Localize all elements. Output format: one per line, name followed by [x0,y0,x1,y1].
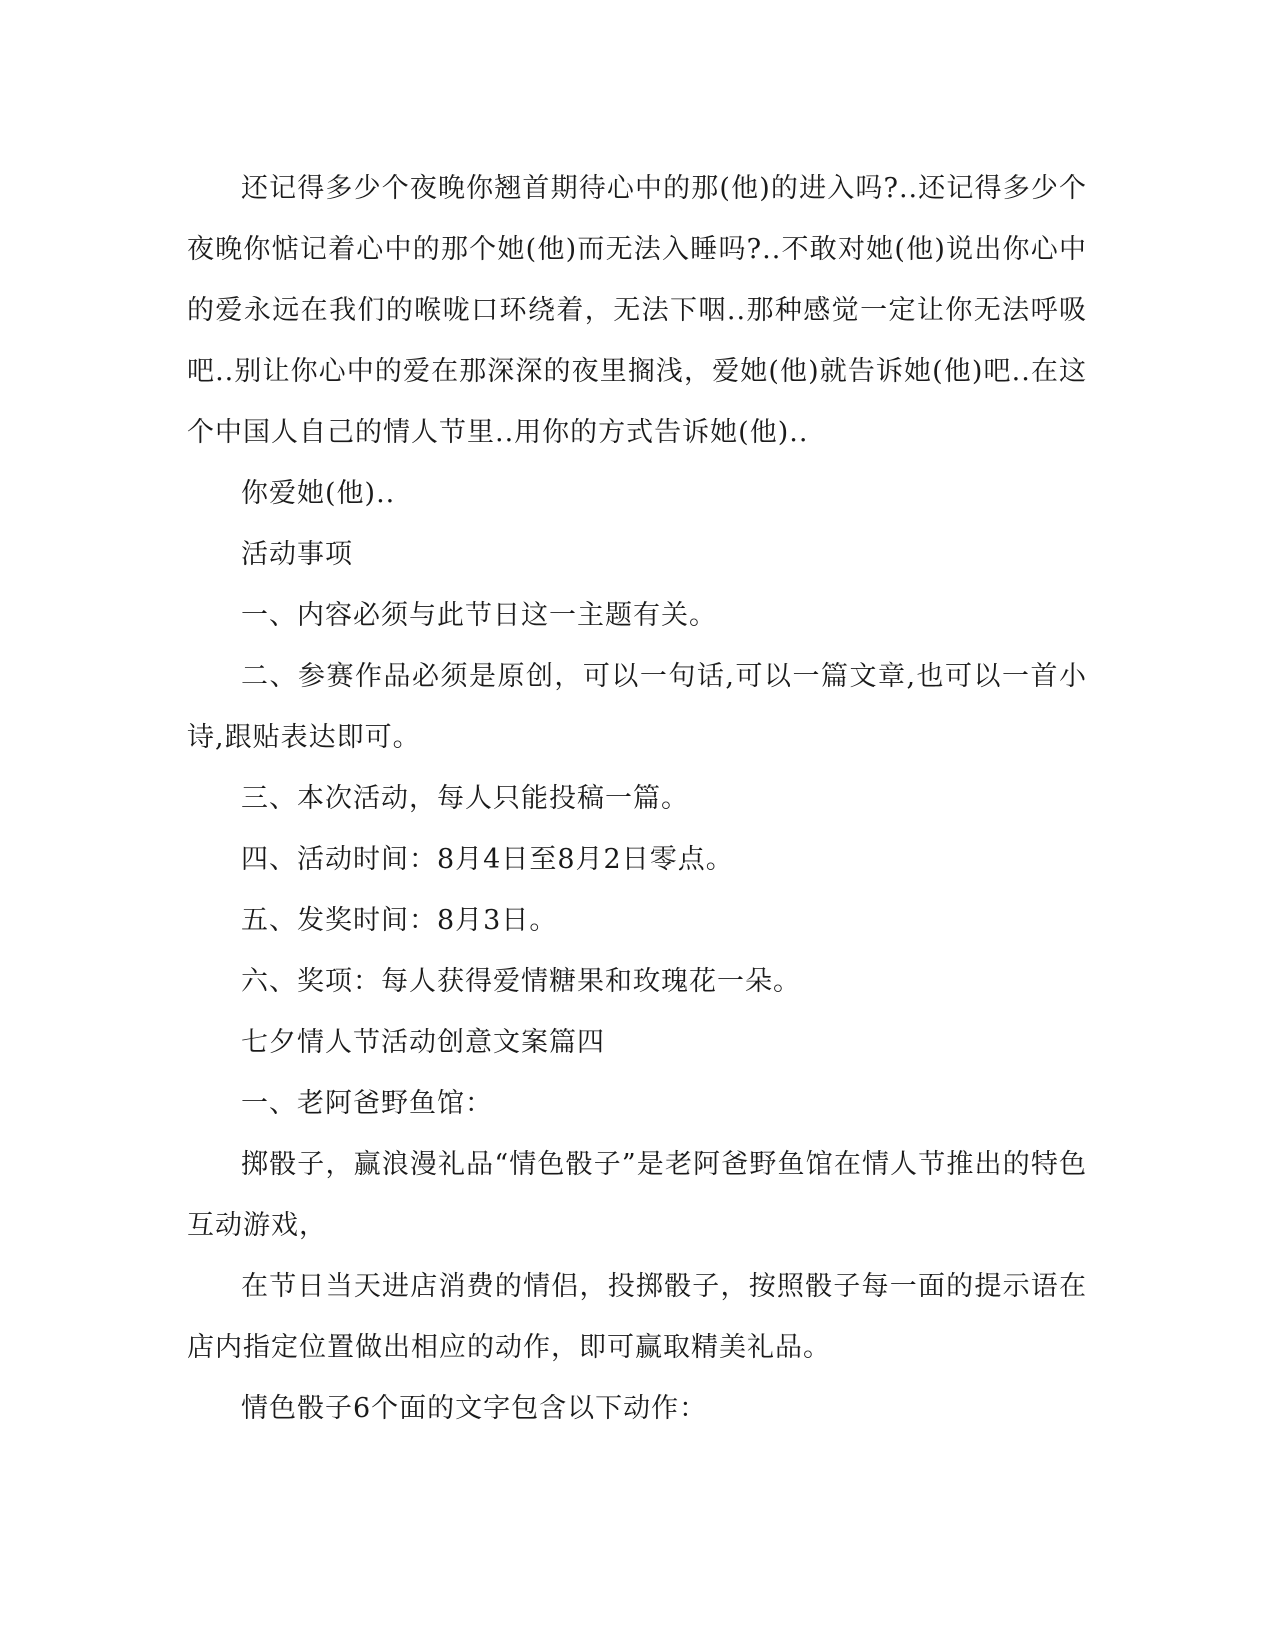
rule-item-5: 五、发奖时间：8月3日。 [241,905,558,936]
rule-item-2: 二、参赛作品必须是原创，可以一句话,可以一篇文章,也可以一首小诗,跟贴表达即可。 [187,661,1087,753]
dice-rules-paragraph: 在节日当天进店消费的情侣，投掷骰子，按照骰子每一面的提示语在店内指定位置做出相应的动作，即可赢取精美礼品。 [187,1271,1087,1363]
rule-item-4: 四、活动时间：8月4日至8月2日零点。 [241,844,734,875]
document-page [187,158,1087,1439]
rule-item-6: 六、奖项：每人获得爱情糖果和玫瑰花一朵。 [241,966,801,997]
section-heading-activity-items: 活动事项 [241,539,353,570]
dice-game-paragraph: 掷骰子，赢浪漫礼品“情色骰子”是老阿爸野鱼馆在情人节推出的特色互动游戏， [187,1149,1087,1241]
love-line: 你爱她(他).. [241,478,396,509]
rule-item-3: 三、本次活动，每人只能投稿一篇。 [241,783,689,814]
venue-heading: 一、老阿爸野鱼馆： [241,1088,493,1119]
intro-paragraph: 还记得多少个夜晚你翘首期待心中的那(他)的进入吗?..还记得多少个夜晚你惦记着心中的那个她(他)而无法入睡吗?..不敢对她(他)说出你心中的爱永远在我们的喉咙口环绕着，无法下咽..那种感觉一定让你无法呼吸吧..别让你心中的爱在那深深的夜里搁浅，爱她(他)就告诉她(他)吧..在这个中国人自己的情人节里..用你的方式告诉她(他).. [187,173,1087,448]
section-heading-part-four: 七夕情人节活动创意文案篇四 [241,1027,605,1058]
dice-faces-line: 情色骰子6个面的文字包含以下动作： [241,1393,708,1424]
rule-item-1: 一、内容必须与此节日这一主题有关。 [241,600,717,631]
